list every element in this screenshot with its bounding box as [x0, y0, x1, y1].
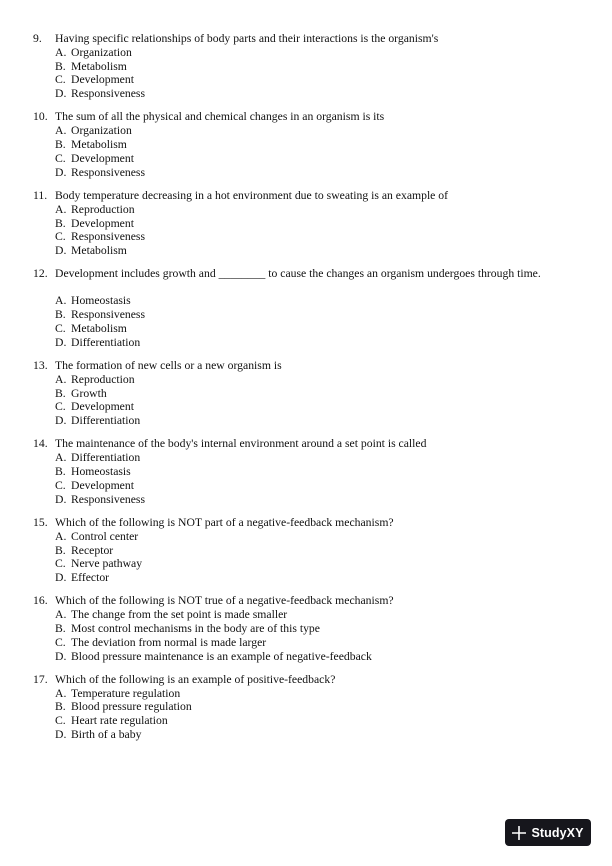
option-letter: C. — [55, 714, 66, 728]
question-stem — [33, 437, 593, 451]
option-letter: C. — [55, 400, 66, 414]
option-text: Temperature regulation — [71, 686, 181, 700]
answer-option — [33, 700, 593, 714]
answer-option — [33, 387, 593, 401]
answer-option — [33, 636, 593, 650]
answer-option — [33, 650, 593, 664]
answer-option — [33, 571, 593, 585]
answer-option — [33, 217, 593, 231]
question-stem — [33, 516, 593, 530]
option-text: Heart rate regulation — [71, 714, 168, 728]
option-letter: C. — [55, 73, 66, 87]
question-stem — [33, 189, 593, 203]
option-letter: D. — [55, 492, 67, 506]
option-text: Responsiveness — [71, 165, 146, 179]
option-letter: C. — [55, 230, 66, 244]
question-text: The maintenance of the body's internal environment around a set point is called — [55, 437, 427, 451]
option-letter: B. — [55, 543, 66, 557]
answer-option — [33, 322, 593, 336]
answer-option — [33, 714, 593, 728]
option-letter: B. — [55, 308, 66, 322]
option-text: The change from the set point is made smaller — [71, 608, 288, 622]
answer-option — [33, 465, 593, 479]
answer-option — [33, 166, 593, 180]
question-12 — [33, 267, 593, 349]
option-letter: B. — [55, 465, 66, 479]
question-number: 9. — [33, 32, 42, 45]
answer-option — [33, 152, 593, 166]
answer-option — [33, 308, 593, 322]
question-9 — [33, 32, 593, 101]
option-text: Differentiation — [71, 451, 141, 465]
option-letter: A. — [55, 372, 67, 386]
option-letter: A. — [55, 451, 67, 465]
answer-option — [33, 493, 593, 507]
option-letter: D. — [55, 571, 67, 585]
question-number: 15. — [33, 515, 48, 529]
answer-option — [33, 373, 593, 387]
option-letter: B. — [55, 138, 66, 152]
question-10 — [33, 110, 593, 179]
option-text: Metabolism — [71, 321, 127, 335]
option-text: Development — [71, 400, 134, 414]
option-text: Blood pressure maintenance is an example of negative-feedback — [71, 649, 372, 663]
question-number: 14. — [33, 437, 48, 451]
option-letter: C. — [55, 557, 66, 571]
answer-option — [33, 622, 593, 636]
answer-option — [33, 294, 593, 308]
option-text: Differentiation — [71, 414, 141, 428]
option-text: Differentiation — [71, 335, 141, 349]
question-text: Body temperature decreasing in a hot environment due to sweating is an example of — [55, 188, 449, 202]
question-15 — [33, 516, 593, 585]
question-number: 11. — [33, 188, 48, 202]
question-stem — [33, 267, 593, 281]
option-letter: B. — [55, 621, 66, 635]
question-16 — [33, 594, 593, 663]
answer-option — [33, 608, 593, 622]
option-letter: A. — [55, 124, 67, 138]
question-stem — [33, 110, 593, 124]
answer-option — [33, 46, 593, 60]
answer-option — [33, 557, 593, 571]
option-text: Organization — [71, 45, 132, 59]
question-number: 12. — [33, 267, 48, 281]
answer-option — [33, 138, 593, 152]
answer-option — [33, 124, 593, 138]
answer-option — [33, 530, 593, 544]
brand-name: StudyXY — [531, 825, 584, 840]
question-17 — [33, 673, 593, 742]
option-letter: C. — [55, 478, 66, 492]
question-stem — [33, 32, 593, 46]
option-text: Birth of a baby — [71, 728, 142, 742]
question-stem — [33, 359, 593, 373]
answer-option — [33, 479, 593, 493]
option-letter: D. — [55, 335, 67, 349]
question-stem — [33, 594, 593, 608]
option-text: Homeostasis — [71, 465, 131, 479]
option-text: Growth — [71, 386, 107, 400]
answer-option — [33, 73, 593, 87]
answer-option — [33, 414, 593, 428]
option-letter: A. — [55, 294, 67, 308]
option-text: Nerve pathway — [71, 557, 143, 571]
option-text: Responsiveness — [71, 87, 146, 101]
option-letter: D. — [55, 165, 67, 179]
option-text: Development — [71, 478, 134, 492]
option-letter: C. — [55, 635, 66, 649]
answer-option — [33, 60, 593, 74]
plus-sparkle-icon — [512, 826, 526, 840]
option-text: Responsiveness — [71, 308, 146, 322]
option-letter: C. — [55, 321, 66, 335]
question-text: The formation of new cells or a new organism is — [55, 358, 282, 372]
question-number: 10. — [33, 110, 48, 124]
option-letter: A. — [55, 45, 67, 59]
option-letter: A. — [55, 202, 67, 216]
answer-option — [33, 336, 593, 350]
answer-option — [33, 544, 593, 558]
option-letter: A. — [55, 608, 67, 622]
answer-option — [33, 244, 593, 258]
option-letter: A. — [55, 686, 67, 700]
question-text: Having specific relationships of body parts and their interactions is the organism's — [55, 32, 439, 45]
option-text: Control center — [71, 529, 139, 543]
option-letter: B. — [55, 700, 66, 714]
option-text: Most control mechanisms in the body are of this type — [71, 621, 320, 635]
option-text: Effector — [71, 571, 110, 585]
option-letter: D. — [55, 649, 67, 663]
answer-option — [33, 203, 593, 217]
option-text: Reproduction — [71, 202, 135, 216]
option-letter: B. — [55, 216, 66, 230]
question-14 — [33, 437, 593, 506]
answer-option — [33, 451, 593, 465]
question-number: 16. — [33, 594, 48, 608]
option-text: Development — [71, 73, 134, 87]
question-list — [33, 32, 593, 751]
option-letter: D. — [55, 87, 67, 101]
question-text: Which of the following is NOT part of a negative-feedback mechanism? — [55, 515, 394, 529]
question-text: Which of the following is NOT true of a negative-feedback mechanism? — [55, 594, 394, 608]
option-letter: A. — [55, 529, 67, 543]
question-text: Which of the following is an example of positive-feedback? — [55, 672, 336, 686]
studyxy-badge[interactable] — [505, 819, 591, 846]
question-stem — [33, 673, 593, 687]
question-text: The sum of all the physical and chemical changes in an organism is its — [55, 110, 385, 124]
answer-option — [33, 230, 593, 244]
option-letter: D. — [55, 244, 67, 258]
option-letter: D. — [55, 414, 67, 428]
option-text: Metabolism — [71, 244, 127, 258]
option-text: Development — [71, 216, 134, 230]
question-number: 13. — [33, 358, 48, 372]
option-text: Receptor — [71, 543, 114, 557]
option-text: Development — [71, 151, 134, 165]
question-number: 17. — [33, 672, 48, 686]
option-letter: B. — [55, 59, 66, 73]
option-text: Homeostasis — [71, 294, 131, 308]
option-letter: B. — [55, 386, 66, 400]
option-letter: D. — [55, 728, 67, 742]
option-text: Reproduction — [71, 372, 135, 386]
option-text: Metabolism — [71, 138, 127, 152]
question-11 — [33, 189, 593, 258]
option-letter: C. — [55, 151, 66, 165]
answer-option — [33, 687, 593, 701]
option-text: Blood pressure regulation — [71, 700, 192, 714]
answer-option — [33, 87, 593, 101]
option-text: Responsiveness — [71, 492, 146, 506]
option-text: Organization — [71, 124, 132, 138]
question-text: Development includes growth and ________ to cause the changes an organism undergoes through time. — [55, 267, 541, 281]
question-13 — [33, 359, 593, 428]
option-text: Responsiveness — [71, 230, 146, 244]
answer-option — [33, 728, 593, 742]
answer-option — [33, 400, 593, 414]
option-text: Metabolism — [71, 59, 127, 73]
option-text: The deviation from normal is made larger — [71, 635, 267, 649]
